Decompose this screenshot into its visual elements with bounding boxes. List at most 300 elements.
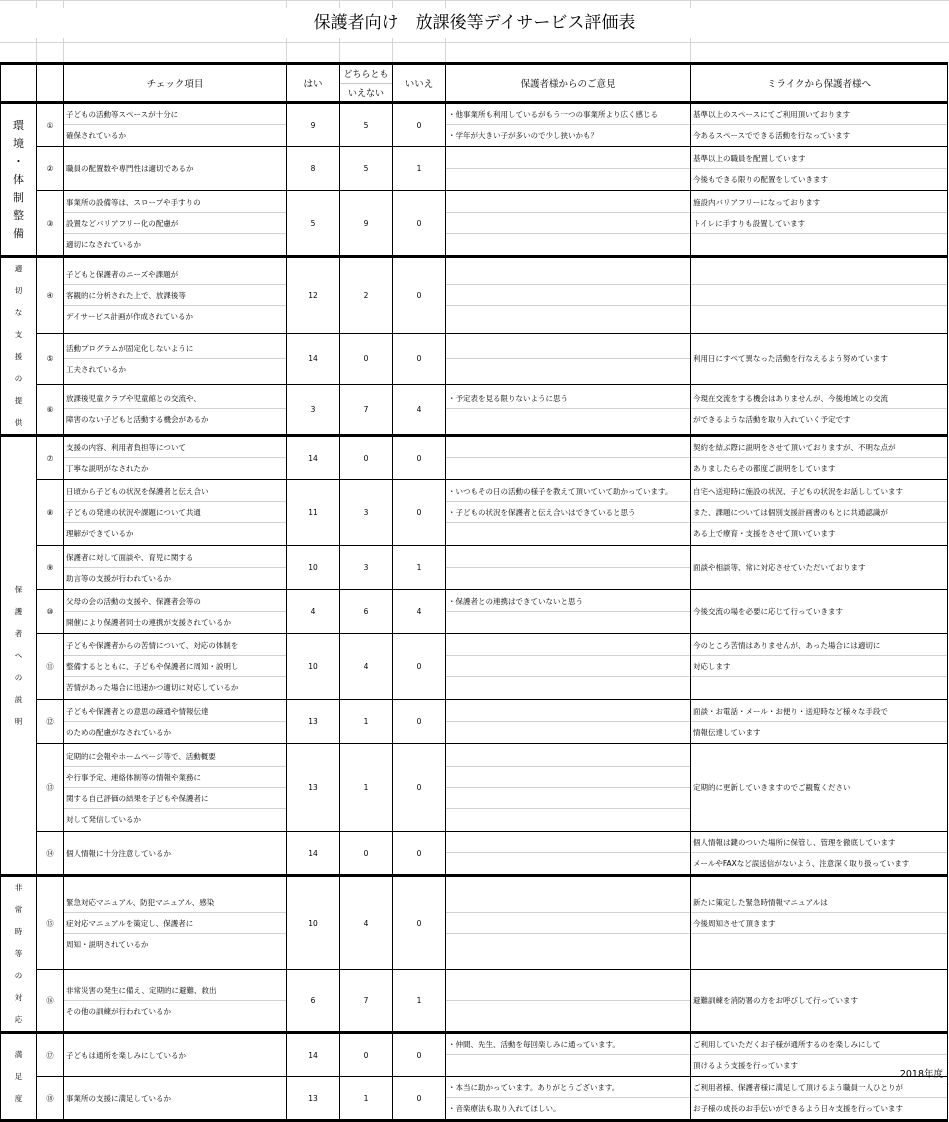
- mirai-response-line: 基準以上のスペースにてご利用頂いております: [691, 104, 947, 125]
- mirai-response-line: 契約を結ぶ際に説明をさせて頂いておりますが、不明な点が: [691, 437, 947, 458]
- answer-neither: 3: [340, 546, 393, 590]
- parent-opinion-line: [446, 547, 690, 568]
- answer-neither: 0: [340, 436, 393, 480]
- parent-opinion-line: [446, 767, 690, 788]
- parent-opinion: [446, 970, 691, 1033]
- mirai-response-lines: [691, 995, 947, 1006]
- header-mirai-response: ミライクから保護者様へ: [691, 64, 948, 103]
- item-number: ⑮: [37, 876, 64, 970]
- check-item-lines: [64, 192, 286, 255]
- parent-opinion-line: [446, 169, 690, 190]
- mirai-response: [691, 590, 948, 634]
- mirai-response-line: [691, 934, 947, 955]
- answer-neither: 5: [340, 147, 393, 191]
- check-item-line: 子どもや保護者からの苦情について、対応の体制を: [64, 635, 286, 656]
- category-char: 援: [14, 352, 23, 361]
- check-item-line: 障害のない子どもと活動する機会があるか: [66, 415, 209, 425]
- item-number: ⑧: [37, 480, 64, 546]
- check-item-line: 対して発信しているか: [66, 814, 141, 824]
- mirai-response-line: 今のところ苦情はありませんが、あった場合には適切に: [691, 635, 947, 656]
- parent-opinion-line: [446, 437, 690, 458]
- check-item-line: 保護者に対して面談や、育児に関する: [64, 547, 286, 568]
- mirai-response-lines: [691, 148, 947, 190]
- parent-opinion: [446, 744, 691, 832]
- parent-opinion-lines: [446, 104, 690, 146]
- category-char: 適: [14, 264, 23, 273]
- category-cell: [1, 257, 37, 436]
- parent-opinion-line: [446, 359, 690, 380]
- check-item-line: 活動プログラムが固定化しないように: [64, 338, 286, 359]
- mirai-response-lines: [691, 481, 947, 544]
- answer-yes: 4: [287, 590, 340, 634]
- parent-opinion-line: [446, 234, 690, 255]
- item-number: ⑱: [37, 1077, 64, 1121]
- check-item-lines: [64, 591, 286, 633]
- parent-opinion-line: [446, 338, 690, 359]
- mirai-response: [691, 832, 948, 876]
- parent-opinion: [446, 876, 691, 970]
- parent-opinion-line: ・他事業所も利用しているがもう一つの事業所より広く感じる: [446, 104, 690, 125]
- mirai-response-lines: [691, 782, 947, 793]
- parent-opinion-line: ・仲間、先生、活動を毎回楽しみに通っています。: [446, 1034, 690, 1055]
- category-char: な: [14, 308, 23, 317]
- category-char: 供: [14, 418, 23, 427]
- category-char: 境: [13, 136, 24, 150]
- mirai-response-lines: [691, 104, 947, 146]
- category-char: 説: [14, 694, 23, 704]
- mirai-response: [691, 700, 948, 744]
- parent-opinion-line: [446, 980, 690, 1001]
- answer-neither: 4: [340, 876, 393, 970]
- mirai-response-line: [691, 306, 947, 327]
- answer-neither: 1: [340, 744, 393, 832]
- check-item: [64, 590, 287, 634]
- answer-no: 0: [393, 103, 446, 147]
- mirai-response-line: また、課題については個別支援計画書のもとに共通認識が: [691, 502, 947, 523]
- table-row: [1, 103, 948, 147]
- parent-opinion-line: [446, 853, 690, 874]
- check-item: [64, 832, 287, 876]
- parent-opinion-line: [446, 285, 690, 306]
- category-char: 時: [14, 927, 23, 936]
- mirai-response-line: 情報伝達しています: [693, 727, 761, 737]
- item-number: ⑤: [37, 333, 64, 384]
- parent-opinion-line: [446, 1001, 690, 1022]
- check-item-line: や行事予定、連絡体制等の情報や業務に: [64, 767, 286, 788]
- parent-opinion: [446, 480, 691, 546]
- check-item-lines: [64, 437, 286, 479]
- parent-opinion-line: [446, 264, 690, 285]
- table-row: [1, 1033, 948, 1077]
- parent-opinion-lines: [446, 338, 690, 380]
- check-item-line: 適切になされているか: [66, 239, 141, 249]
- check-item: [64, 1077, 287, 1121]
- parent-opinion: [446, 333, 691, 384]
- mirai-response-line: メールやFAXなど誤送信がないよう、注意深く取り扱っています: [693, 859, 910, 868]
- header-neither-line2: いえない: [347, 88, 384, 99]
- category-char: 対: [14, 993, 23, 1002]
- answer-neither: 6: [340, 590, 393, 634]
- answer-yes: 14: [287, 832, 340, 876]
- table-row: [1, 257, 948, 334]
- check-item-lines: [64, 388, 286, 430]
- answer-neither: 3: [340, 480, 393, 546]
- item-number: ⑫: [37, 700, 64, 744]
- category-char: の: [14, 672, 23, 682]
- header-row: [1, 64, 948, 103]
- parent-opinion-lines: [446, 980, 690, 1022]
- answer-no: 0: [393, 436, 446, 480]
- mirai-response: [691, 191, 948, 257]
- parent-opinion: [446, 832, 691, 876]
- category-cell: [1, 1033, 37, 1121]
- mirai-response-lines: [691, 353, 947, 364]
- check-item-line: 症対応マニュアルを策定し、保護者に: [64, 913, 286, 934]
- parent-opinion: [446, 1077, 691, 1121]
- table-row: [1, 436, 948, 480]
- answer-yes: 6: [287, 970, 340, 1033]
- category-cell: [1, 876, 37, 1033]
- table-row: [1, 700, 948, 744]
- check-item-line: 開催により保護者同士の連携が支援されているか: [66, 617, 231, 627]
- answer-yes: 10: [287, 876, 340, 970]
- table-row: [1, 1077, 948, 1121]
- item-number: ②: [37, 147, 64, 191]
- table-row: [1, 744, 948, 832]
- check-item-lines: [64, 547, 286, 589]
- mirai-response-line: ご利用していただくお子様が通所するのを楽しみにして: [691, 1034, 947, 1055]
- check-item-lines: [64, 746, 286, 830]
- category-char: 切: [14, 286, 23, 295]
- parent-opinion-lines: [446, 437, 690, 479]
- check-item-line: 工夫されているか: [66, 364, 126, 374]
- answer-yes: 10: [287, 546, 340, 590]
- mirai-response-lines: [691, 606, 947, 617]
- parent-opinion-lines: [446, 1034, 690, 1076]
- item-number: ⑯: [37, 970, 64, 1033]
- parent-opinion-line: ・予定表を見る限りないように思う: [446, 388, 690, 409]
- answer-no: 1: [393, 970, 446, 1033]
- mirai-response-line: お子様の成長のお手伝いができるよう日々支援を行っています: [693, 1104, 903, 1113]
- table-row: [1, 832, 948, 876]
- category-char: 体: [13, 172, 24, 186]
- header-number: [37, 64, 64, 103]
- mirai-response-line: 今後交流の場を必要に応じて行っていきます: [693, 607, 843, 616]
- check-item-line: 事業所の設備等は、スロープや手すりの: [64, 192, 286, 213]
- check-item: [64, 700, 287, 744]
- mirai-response-line: 個人情報は鍵のついた場所に保管し、管理を徹底しています: [691, 832, 947, 853]
- check-item-line: 子どもの発達の状況や課題について共通: [64, 502, 286, 523]
- check-item-line: 緊急対応マニュアル、防犯マニュアル、感染: [64, 892, 286, 913]
- mirai-response: [691, 480, 948, 546]
- parent-opinion-line: [446, 913, 690, 934]
- category-cell: [1, 103, 37, 257]
- check-item-lines: [64, 338, 286, 380]
- mirai-response-lines: [691, 192, 947, 255]
- item-number: ⑪: [37, 634, 64, 700]
- mirai-response: [691, 876, 948, 970]
- check-item-line: 関する自己評価の結果を子どもや保護者に: [64, 788, 286, 809]
- check-item: [64, 1033, 287, 1077]
- answer-no: 0: [393, 832, 446, 876]
- mirai-response-line: [691, 677, 947, 698]
- mirai-response: [691, 147, 948, 191]
- table-row: [1, 147, 948, 191]
- category-char: の: [14, 971, 23, 980]
- check-item: [64, 191, 287, 257]
- table-row: [1, 590, 948, 634]
- parent-opinion: [446, 1033, 691, 1077]
- check-item-line: 放課後児童クラブや児童館との交流や、: [64, 388, 286, 409]
- answer-no: 0: [393, 480, 446, 546]
- header-no: いいえ: [393, 64, 446, 103]
- check-item: [64, 257, 287, 334]
- parent-opinion-line: ・本当に助かっています。ありがとうございます。: [446, 1077, 690, 1098]
- parent-opinion-line: ・学年が大きい子が多いので少し狭いかも？: [448, 131, 598, 140]
- answer-neither: 0: [340, 333, 393, 384]
- parent-opinion-line: [446, 892, 690, 913]
- category-char: 備: [13, 226, 24, 240]
- answer-yes: 9: [287, 103, 340, 147]
- mirai-response-lines: [691, 635, 947, 698]
- category-char: 常: [14, 905, 23, 914]
- parent-opinion-line: [446, 1055, 690, 1076]
- parent-opinion-line: [446, 656, 690, 677]
- header-category: [1, 64, 37, 103]
- item-number: ①: [37, 103, 64, 147]
- header-parent-opinions: 保護者様からのご意見: [446, 64, 691, 103]
- mirai-response: [691, 103, 948, 147]
- check-item-line: デイサービス計画が作成されているか: [66, 311, 193, 321]
- item-number: ⑦: [37, 436, 64, 480]
- check-item-lines: [64, 1050, 286, 1061]
- check-item-line: 職員の配置数や専門性は適切であるか: [66, 164, 194, 173]
- parent-opinion-line: [446, 306, 690, 327]
- parent-opinion-line: [446, 722, 690, 743]
- mirai-response-lines: [691, 388, 947, 430]
- parent-opinion-line: [446, 809, 690, 830]
- check-item-line: 非常災害の発生に備え、定期的に避難、救出: [64, 980, 286, 1001]
- check-item-line: 事業所の支援に満足しているか: [66, 1093, 171, 1103]
- check-item: [64, 546, 287, 590]
- check-item-line: 個人情報に十分注意しているか: [66, 848, 171, 858]
- answer-yes: 13: [287, 1077, 340, 1121]
- mirai-response: [691, 744, 948, 832]
- table-body: [1, 103, 948, 1121]
- check-item-lines: [64, 635, 286, 698]
- answer-yes: 14: [287, 333, 340, 384]
- answer-no: 0: [393, 634, 446, 700]
- check-item-line: 確保されているか: [66, 131, 126, 140]
- mirai-response-lines: [691, 264, 947, 327]
- check-item-lines: [64, 264, 286, 327]
- mirai-response: [691, 384, 948, 435]
- mirai-response-line: ありましたらその都度ご説明をしています: [693, 464, 836, 473]
- parent-opinion: [446, 546, 691, 590]
- parent-opinion-line: [446, 832, 690, 853]
- table-row: [1, 480, 948, 546]
- mirai-response-lines: [691, 701, 947, 743]
- mirai-response-line: 頂けるよう支援を行っています: [693, 1061, 798, 1070]
- table-row: [1, 333, 948, 384]
- parent-opinion-lines: [446, 591, 690, 633]
- category-char: 支: [14, 330, 23, 339]
- mirai-response-lines: [691, 1077, 947, 1119]
- mirai-response-line: 面談や相談等、常に対応させていただいております: [693, 563, 866, 572]
- answer-neither: 7: [340, 384, 393, 435]
- mirai-response-line: 自宅へ送迎時に施設の状況、子どもの状況をお話ししています: [691, 481, 947, 502]
- category-char: 者: [14, 628, 23, 638]
- mirai-response-line: 面談・お電話・メール・お便り・送迎時など様々な手段で: [691, 701, 947, 722]
- mirai-response: [691, 1077, 948, 1121]
- parent-opinion-lines: [446, 746, 690, 830]
- check-item-line: その他の訓練が行われているか: [66, 1006, 171, 1016]
- mirai-response-lines: [691, 562, 947, 573]
- answer-no: 0: [393, 1077, 446, 1121]
- check-item-line: 子どもは通所を楽しみにしているか: [66, 1050, 186, 1060]
- parent-opinion-line: [446, 677, 690, 698]
- answer-no: 0: [393, 1033, 446, 1077]
- answer-neither: 9: [340, 191, 393, 257]
- check-item-line: 苦情があった場合に迅速かつ適切に対応しているか: [66, 683, 239, 692]
- answer-neither: 1: [340, 1077, 393, 1121]
- mirai-response-line: 基準以上の職員を配置しています: [691, 148, 947, 169]
- parent-opinion: [446, 634, 691, 700]
- parent-opinion-line: ・音楽療法も取り入れてほしい。: [448, 1104, 561, 1113]
- table-row: [1, 970, 948, 1033]
- parent-opinion-line: [446, 568, 690, 589]
- answer-no: 4: [393, 384, 446, 435]
- answer-no: 0: [393, 744, 446, 832]
- parent-opinion-line: [446, 213, 690, 234]
- check-item-line: 丁寧な説明がなされたか: [66, 464, 149, 473]
- check-item: [64, 634, 287, 700]
- answer-yes: 3: [287, 384, 340, 435]
- category-char: の: [14, 374, 23, 383]
- answer-neither: 0: [340, 1033, 393, 1077]
- mirai-response-lines: [691, 892, 947, 955]
- mirai-response-line: 利用日にすべて異なった活動を行なえるよう努めています: [693, 354, 888, 364]
- answer-neither: 2: [340, 257, 393, 334]
- parent-opinion-line: ・子どもの状況を保護者と伝え合いはできていると思う: [446, 502, 690, 523]
- item-number: ⑭: [37, 832, 64, 876]
- check-item: [64, 876, 287, 970]
- header-neither-line1: どちらとも: [340, 65, 392, 84]
- check-item-line: 助言等の支援が行われているか: [66, 573, 171, 583]
- parent-opinion-lines: [446, 192, 690, 255]
- check-item-line: 客観的に分析された上で、放課後等: [64, 285, 286, 306]
- mirai-response-line: 今現在交流をする機会はありませんが、今後地域との交流: [691, 388, 947, 409]
- table-row: [1, 191, 948, 257]
- mirai-response: [691, 634, 948, 700]
- parent-opinion-line: [446, 612, 690, 633]
- answer-no: 0: [393, 876, 446, 970]
- answer-yes: 14: [287, 1033, 340, 1077]
- check-item-line: 子どもや保護者との意思の疎通や情報伝達: [64, 701, 286, 722]
- mirai-response-line: 新たに策定した緊急時情報マニュアルは: [691, 892, 947, 913]
- check-item: [64, 970, 287, 1033]
- category-char: 度: [14, 1093, 23, 1103]
- parent-opinion-line: [446, 635, 690, 656]
- check-item-line: 整備するとともに、子どもや保護者に周知・説明し: [64, 656, 286, 677]
- category-char: 明: [14, 716, 23, 726]
- parent-opinion: [446, 147, 691, 191]
- mirai-response-line: 今後もできる限りの配置をしていきます: [693, 174, 828, 184]
- table-row: [1, 634, 948, 700]
- header-neither: [340, 64, 393, 103]
- parent-opinion-line: [446, 788, 690, 809]
- table-row: [1, 384, 948, 435]
- answer-no: 0: [393, 257, 446, 334]
- answer-no: 1: [393, 546, 446, 590]
- answer-neither: 1: [340, 700, 393, 744]
- parent-opinion: [446, 384, 691, 435]
- mirai-response-line: トイレに手すりも設置しています: [691, 213, 947, 234]
- parent-opinion-line: [446, 934, 690, 955]
- parent-opinion: [446, 590, 691, 634]
- parent-opinion: [446, 436, 691, 480]
- category-char: 等: [14, 949, 23, 958]
- answer-neither: 5: [340, 103, 393, 147]
- answer-no: 1: [393, 147, 446, 191]
- category-char: 満: [14, 1049, 23, 1059]
- answer-no: 0: [393, 700, 446, 744]
- parent-opinion-lines: [446, 832, 690, 874]
- parent-opinion-lines: [446, 264, 690, 327]
- parent-opinion-lines: [446, 892, 690, 955]
- check-item-lines: [64, 481, 286, 544]
- check-item-line: 子どもの活動等スペースが十分に: [64, 104, 286, 125]
- check-item: [64, 744, 287, 832]
- check-item: [64, 103, 287, 147]
- answer-yes: 8: [287, 147, 340, 191]
- category-char: ・: [13, 154, 24, 168]
- check-item: [64, 384, 287, 435]
- check-item-lines: [64, 104, 286, 146]
- mirai-response-line: [691, 264, 947, 285]
- check-item: [64, 436, 287, 480]
- item-number: ④: [37, 257, 64, 334]
- check-item-line: 周知・説明されているか: [66, 939, 149, 949]
- category-char: 応: [14, 1015, 23, 1024]
- check-item: [64, 480, 287, 546]
- parent-opinion-line: [446, 746, 690, 767]
- category-char: 環: [13, 118, 24, 132]
- check-item-line: 支援の内容、利用者負担等について: [64, 437, 286, 458]
- answer-yes: 12: [287, 257, 340, 334]
- parent-opinion-lines: [446, 547, 690, 589]
- table-row: [1, 876, 948, 970]
- mirai-response-line: ご利用者様、保護者様に満足して頂けるよう職員一人ひとりが: [691, 1077, 947, 1098]
- item-number: ⑩: [37, 590, 64, 634]
- mirai-response-line: 対応します: [691, 656, 947, 677]
- parent-opinion-line: [446, 148, 690, 169]
- mirai-response: [691, 333, 948, 384]
- parent-opinion-line: [446, 458, 690, 479]
- parent-opinion-line: [446, 409, 690, 430]
- check-item-line: 設置などバリアフリー化の配慮が: [64, 213, 286, 234]
- header-yes: はい: [287, 64, 340, 103]
- item-number: ⑥: [37, 384, 64, 435]
- parent-opinion: [446, 191, 691, 257]
- category-char: へ: [14, 650, 23, 660]
- check-item: [64, 333, 287, 384]
- item-number: ⑬: [37, 744, 64, 832]
- check-item-line: 日頃から子どもの状況を保護者と伝え合い: [64, 481, 286, 502]
- category-char: 保: [14, 584, 23, 594]
- item-number: ⑨: [37, 546, 64, 590]
- mirai-response-line: ができるような活動を取り入れていく予定です: [693, 415, 851, 425]
